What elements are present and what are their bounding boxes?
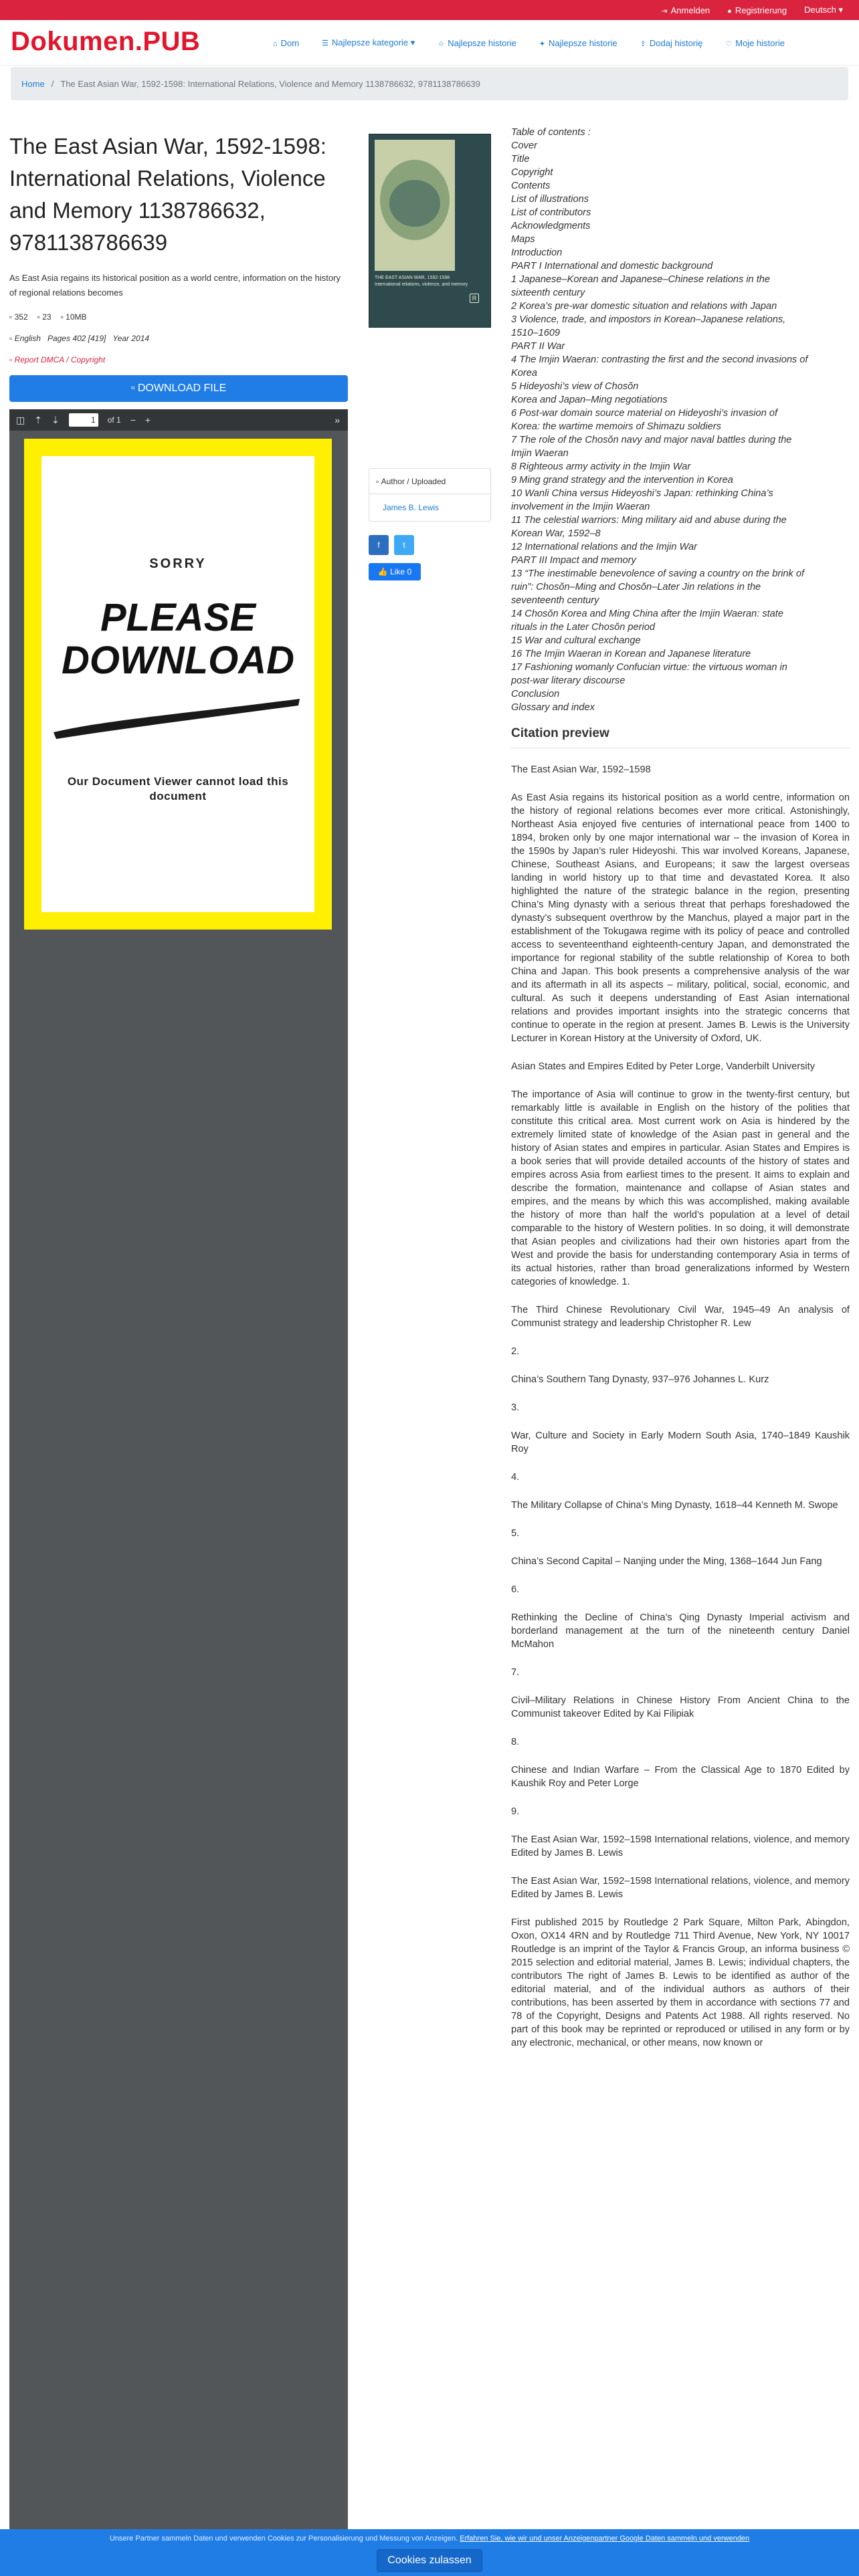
- file-size: 10MB: [66, 312, 87, 322]
- toc-item: seventeenth century: [511, 595, 599, 606]
- toc-item: 3 Violence, trade, and impostors in Korean–Japanese relations,: [511, 314, 786, 325]
- citation-paragraph: 2.: [511, 1346, 520, 1357]
- citation-paragraph: 6.: [511, 1584, 520, 1595]
- eye-icon: ▫: [9, 312, 15, 322]
- cookie-info-link[interactable]: Erfahren Sie, wie wir und unser Anzeigenpartner Google Daten sammeln und verwenden: [460, 2535, 750, 2543]
- toc-item: 8 Righteous army activity in the Imjin War: [511, 461, 691, 472]
- nav-item-categories[interactable]: [322, 37, 415, 48]
- download-icon: ▫: [37, 312, 43, 322]
- cookie-banner: [0, 2529, 859, 2576]
- report-label: Report DMCA / Copyright: [14, 355, 106, 364]
- flag-icon: ▫: [9, 355, 15, 364]
- nav-item-home[interactable]: [273, 38, 299, 48]
- book-cover[interactable]: [369, 134, 491, 328]
- toc-item: 6 Post-war domain source material on Hideyoshi’s invasion of: [511, 408, 778, 419]
- facebook-icon[interactable]: f: [369, 535, 389, 555]
- sign-in-icon: ⇥: [661, 7, 668, 15]
- author-header: [369, 469, 490, 494]
- toc-item: 17 Fashioning womanly Confucian virtue: the virtuous woman in: [511, 662, 787, 673]
- citation-paragraph: First published 2015 by Routledge 2 Park Square, Milton Park, Abingdon, Oxon, OX14 4RN and by Routledge 711 Third Avenue, New York, NY 10017 Routledge is an imprint of the Taylor & Francis Group, an informa business © 2015 selection and editorial material, James B. Lewis; individual chapters, the contributors The right of James B. Lewis to be identified as author of the editorial material, and of the individual authors as authors of their contributions, has been asserted by them in accordance with sections 77 and 78 of the Copyright, Designs and Patents Act 1988. All rights reserved. No part of this book may be reprinted or reproduced or utilised in any form or by any electronic, mechanical, or other means, now known or: [511, 1917, 850, 2048]
- language-label: Deutsch: [804, 5, 836, 15]
- toc-item: 12 International relations and the Imjin War: [511, 542, 697, 552]
- toc-item: List of illustrations: [511, 194, 589, 205]
- book-language: English: [14, 334, 41, 343]
- toc-item: Title: [511, 154, 530, 165]
- citation-paragraph: War, Culture and Society in Early Modern South Asia, 1740–1849 Kaushik Roy: [511, 1430, 850, 1455]
- cookie-text: [0, 2535, 859, 2543]
- cookie-message: Unsere Partner sammeln Daten und verwenden Cookies zur Personalisierung und Messung von Anzeigen.: [109, 2535, 458, 2543]
- toc-item: Copyright: [511, 167, 553, 178]
- toc-item: 15 War and cultural exchange: [511, 635, 641, 646]
- nav-item-label: Najlepsze historie: [549, 37, 617, 48]
- please-download-heading: PLEASE DOWNLOAD: [62, 596, 294, 682]
- site-logo[interactable]: Dokumen.PUB: [11, 27, 201, 56]
- toc-item: Conclusion: [511, 689, 560, 700]
- citation-paragraph: As East Asia regains its historical position as a world centre, information on the history of regional relations becomes ever more critical. Astonishingly, Northeast Asia enjoyed five centuries of international peace from 1400 to 1894, broken only by one major international war – the invasion of Korea in the 1590s by Japan’s ruler Hideyoshi. This war involved Koreans, Japanese, Chinese, Southeast Asians, and Europeans; it saw the largest overseas landing in world history up to that time and devastated Korea. It also highlighted the nature of the strategic balance in the region, presenting China’s Ming dynasty with a serious threat that perhaps foreshadowed the dynasty’s subsequent overthrow by the Manchus, played a major part in the establishment of the Tokugawa regime with its policy of peace and controlled access to seventeenthand eighteenth-century Japan, and demonstrated the importance for regional stability of the subtle relationship of Korea to both China and Japan. This book presents a comprehensive analysis of the war and its aftermath in all its aspects – military, political, social, economic, and cultural. As such it deepens understanding of East Asian international relations and provides important insights into the strategic concerns that continue to operate in the region at present. James B. Lewis is the University Lecturer in Korean History at the University of Oxford, UK.: [511, 792, 850, 1044]
- top-bar: [0, 0, 859, 20]
- toc-item: 1510–1609: [511, 328, 561, 338]
- next-page-icon[interactable]: ⇣: [51, 414, 60, 425]
- downloads-stat: [37, 312, 52, 322]
- citation-paragraph: Chinese and Indian Warfare – From the Classical Age to 1870 Edited by Kaushik Roy and Peter Lorge: [511, 1765, 850, 1789]
- citation-paragraph: Civil–Military Relations in Chinese History From Ancient China to the Communist takeover Edited by Kai Filipiak: [511, 1695, 850, 1719]
- toc-item: PART I International and domestic background: [511, 261, 713, 272]
- page-title: The East Asian War, 1592-1598: International Relations, Violence and Memory 1138786632, 9781138786639: [9, 134, 326, 255]
- citation-paragraph: China’s Second Capital – Nanjing under the Ming, 1368–1644 Jun Fang: [511, 1556, 822, 1567]
- toc-item: 5 Hideyoshi’s view of Chosŏn: [511, 381, 639, 392]
- toc-item: Contents: [511, 181, 551, 191]
- citation-paragraph: The East Asian War, 1592–1598 International relations, violence, and memory Edited by James B. Lewis: [511, 1876, 850, 1900]
- size-stat: [61, 312, 87, 322]
- citation-paragraph: 7.: [511, 1667, 520, 1678]
- nav-item-label: Dom: [280, 37, 300, 48]
- toc-item: ruin”: Chosŏn–Ming and Chosŏn–Later Jin relations in the: [511, 582, 761, 593]
- book-sidebar: [369, 134, 491, 580]
- register-label: Registrierung: [735, 5, 787, 15]
- viewer-error-message: Our Document Viewer cannot load this document: [67, 775, 289, 802]
- download-label: DOWNLOAD FILE: [137, 383, 227, 394]
- document-viewer: [9, 409, 348, 2576]
- downloads-count: 23: [42, 312, 52, 322]
- views-stat: [9, 312, 28, 322]
- toc-item: Introduction: [511, 247, 563, 258]
- accept-cookies-button[interactable]: Cookies zulassen: [377, 2549, 482, 2572]
- book-pages: Pages 402 [419]: [47, 334, 106, 343]
- page-total: of 1: [107, 415, 121, 425]
- zoom-out-icon[interactable]: −: [130, 415, 136, 425]
- toc-item: sixteenth century: [511, 288, 585, 298]
- citation-preview: [511, 763, 850, 2050]
- user-icon: ●: [727, 7, 732, 15]
- page-number-input[interactable]: 1: [69, 413, 98, 427]
- citation-preview-title: Citation preview: [511, 726, 850, 748]
- citation-paragraph: China’s Southern Tang Dynasty, 937–976 Johannes L. Kurz: [511, 1374, 769, 1385]
- author-box: [369, 468, 491, 522]
- cloud-download-icon: ▫: [130, 383, 138, 394]
- viewer-toolbar: [9, 409, 348, 431]
- toc-item: 11 The celestial warriors: Ming military aid and abuse during the: [511, 515, 787, 526]
- heart-icon: ♡: [725, 39, 733, 48]
- citation-paragraph: The importance of Asia will continue to grow in the twenty-first century, but remarkably little is available in English on the history of the polities that constitute this critical area. Most current work on Asia is hindered by the extremely limited state of knowledge of the Asian past in general and the history of Asian states and empires in particular. Asian States and Empires is a book series that will provide detailed accounts of the history of states and empires across Asia from earliest times to the present. It aims to explain and describe the formation, maintenance and collapse of Asian states and empires, and the means by which this was accomplished, making available the history of more than half the world’s population at a level of detail comparable to the history of Western polities. In so doing, it will demonstrate that Asian peoples and civilizations had their own histories apart from the West and provide the basis for understanding contemporary Asia in terms of its actual histories, rather than broad generalizations informed by Western categories of knowledge. 1.: [511, 1089, 850, 1287]
- breadcrumb-home[interactable]: Home: [21, 78, 45, 89]
- toc-item: Imjin Waeran: [511, 448, 569, 459]
- sidebar-toggle-icon[interactable]: ◫: [16, 414, 25, 425]
- toc-item: Korean War, 1592–8: [511, 528, 601, 539]
- toc-item: Korea and Japan–Ming negotiations: [511, 395, 668, 405]
- citation-paragraph: The East Asian War, 1592–1598 International relations, violence, and memory Edited by James B. Lewis: [511, 1834, 850, 1858]
- share-buttons: [369, 535, 491, 555]
- nav-menu: [273, 20, 785, 66]
- toc-item: PART III Impact and memory: [511, 555, 636, 566]
- toc-item: 7 The role of the Chosŏn navy and major naval battles during the: [511, 435, 792, 445]
- toc-item: Acknowledgments: [511, 221, 591, 231]
- toc-item: 10 Wanli China versus Hideyoshi’s Japan: rethinking China’s: [511, 488, 773, 499]
- breadcrumb: [11, 67, 848, 100]
- nav-item-top-stories-2[interactable]: [539, 38, 617, 48]
- language-dropdown[interactable]: [804, 5, 843, 15]
- navbar: [0, 20, 859, 66]
- nav-item-label: Najlepsze historie: [448, 37, 516, 48]
- thumbs-up-icon: 👍: [377, 567, 391, 576]
- nav-item-my-stories[interactable]: [725, 38, 785, 48]
- facebook-like-button[interactable]: [369, 563, 421, 580]
- viewer-page-content: [41, 456, 314, 912]
- toc-item: Cover: [511, 140, 537, 151]
- fire-icon: ✦: [539, 39, 546, 48]
- toc-item: Maps: [511, 234, 535, 245]
- publisher-logo: R: [470, 294, 479, 303]
- viewer-page: [24, 439, 332, 930]
- database-icon: ▫: [60, 312, 66, 322]
- book-stats: [9, 312, 348, 322]
- views-count: 352: [14, 312, 28, 322]
- author-header-label: Author / Uploaded: [381, 476, 446, 486]
- caret-down-icon: ▾: [410, 37, 415, 47]
- toc-item: involvement in the Imjin Waeran: [511, 502, 650, 512]
- toc-item: 2 Korea’s pre-war domestic situation and relations with Japan: [511, 301, 777, 312]
- cover-illustration: [375, 140, 455, 271]
- toc-item: 14 Chosŏn Korea and Ming China after the Imjin Waeran: state: [511, 609, 783, 619]
- list-icon: ☰: [322, 39, 328, 47]
- citation-paragraph: 4.: [511, 1472, 520, 1483]
- register-link[interactable]: [727, 5, 787, 15]
- citation-paragraph: 5.: [511, 1528, 520, 1539]
- nav-item-add-story[interactable]: [640, 38, 703, 48]
- login-label: Anmelden: [670, 5, 710, 15]
- like-label: Like 0: [390, 567, 412, 576]
- book-details: [9, 334, 348, 343]
- breadcrumb-separator: /: [51, 78, 54, 89]
- login-link[interactable]: [661, 5, 710, 15]
- citation-paragraph: The Third Chinese Revolutionary Civil War, 1945–49 An analysis of Communist strategy and leadership Christopher R. Lew: [511, 1305, 850, 1329]
- twitter-icon[interactable]: t: [394, 535, 414, 555]
- toc-item: Korea: [511, 368, 537, 379]
- nav-item-label: Najlepsze kategorie: [331, 37, 409, 47]
- star-icon: ☆: [438, 39, 445, 48]
- nav-item-label: Moje historie: [735, 37, 785, 48]
- more-tools-icon[interactable]: »: [335, 415, 340, 425]
- user-circle-icon: ▫: [376, 476, 381, 486]
- toc-item: 16 The Imjin Waeran in Korean and Japanese literature: [511, 649, 751, 659]
- toc-item: 9 Ming grand strategy and the intervention in Korea: [511, 475, 733, 486]
- citation-paragraph: 9.: [511, 1806, 520, 1817]
- flag-icon: ▫: [9, 334, 15, 343]
- toc-item: rituals in the Later Chosŏn period: [511, 622, 655, 633]
- citation-paragraph: Rethinking the Decline of China’s Qing Dynasty Imperial activism and borderland management at the turn of the nineteenth century Daniel McMahon: [511, 1612, 850, 1650]
- author-link[interactable]: James B. Lewis: [383, 503, 440, 512]
- previous-page-icon[interactable]: ⇡: [34, 414, 42, 425]
- citation-paragraph: Asian States and Empires Edited by Peter Lorge, Vanderbilt University: [511, 1061, 815, 1072]
- breadcrumb-current: The East Asian War, 1592-1598: International Relations, Violence and Memory 1138786632, 9781138786639: [60, 78, 480, 89]
- toc-item: Korea: the wartime memoirs of Shimazu soldiers: [511, 421, 721, 432]
- cover-shape: [389, 180, 440, 227]
- toc-item: Glossary and index: [511, 702, 595, 713]
- citation-paragraph: 8.: [511, 1737, 520, 1747]
- nav-item-top-stories[interactable]: [438, 38, 516, 48]
- table-of-contents: [511, 126, 850, 714]
- language-detail: [9, 334, 41, 343]
- book-year: Year 2014: [112, 334, 150, 343]
- toc-item: 1 Japanese–Korean and Japanese–Chinese relations in the: [511, 274, 771, 285]
- toc-item: 13 “The inestimable benevolence of saving a country on the brink of: [511, 568, 805, 579]
- toc-item: post-war literary discourse: [511, 675, 626, 686]
- caret-down-icon: ▾: [838, 5, 843, 15]
- citation-paragraph: 3.: [511, 1402, 520, 1413]
- toc-item: PART II War: [511, 341, 565, 352]
- toc-item: 4 The Imjin Waeran: contrasting the first and the second invasions of: [511, 354, 808, 365]
- report-dmca-link[interactable]: [9, 355, 348, 364]
- zoom-in-icon[interactable]: +: [145, 415, 151, 425]
- book-info: [9, 130, 348, 402]
- toc-item: Table of contents :: [511, 127, 591, 138]
- book-description: As East Asia regains its historical position as a world centre, information on the history of regional relations becomes: [9, 273, 341, 298]
- upload-icon: ⇪: [640, 39, 646, 48]
- cover-title: THE EAST ASIAN WAR, 1592-1598 International relations, violence, and memory: [375, 276, 468, 287]
- top-bar-links: [661, 0, 843, 20]
- home-icon: ⌂: [273, 39, 278, 48]
- citation-paragraph: The East Asian War, 1592–1598: [511, 764, 651, 775]
- download-button[interactable]: [9, 375, 348, 402]
- toc-item: List of contributors: [511, 207, 591, 218]
- brush-stroke: [51, 693, 305, 740]
- citation-paragraph: The Military Collapse of China’s Ming Dynasty, 1618–44 Kenneth M. Swope: [511, 1500, 838, 1511]
- sorry-heading: SORRY: [149, 556, 207, 571]
- book-content: [511, 126, 850, 2050]
- nav-item-label: Dodaj historię: [649, 37, 703, 48]
